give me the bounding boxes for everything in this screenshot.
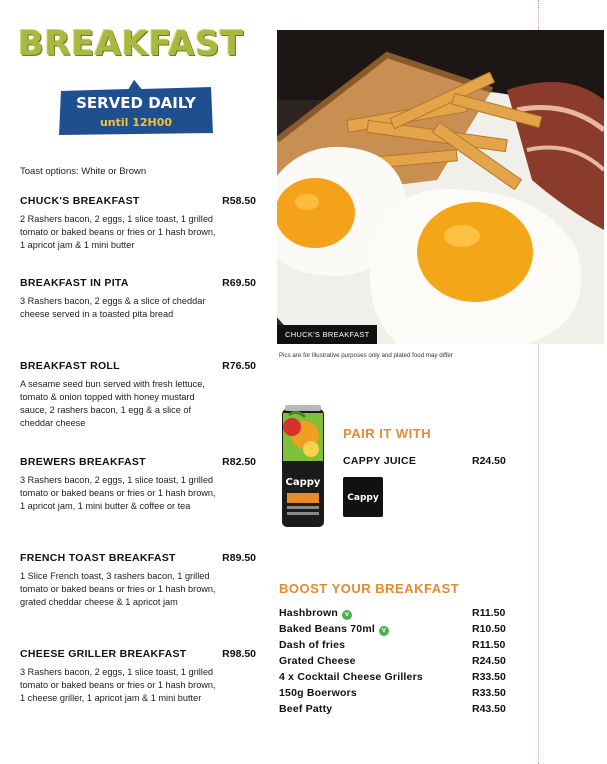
addon-name: 4 x Cocktail Cheese Grillers <box>279 671 423 683</box>
breakfast-photo <box>277 30 604 344</box>
menu-item-price: R82.50 <box>222 456 256 468</box>
menu-item <box>20 552 256 609</box>
addon-price: R43.50 <box>472 703 506 715</box>
addon-name <box>279 607 352 620</box>
addon-name <box>279 623 389 636</box>
boost-section-title: BOOST YOUR BREAKFAST <box>279 581 460 596</box>
page-title: BREAKFAST <box>18 24 244 64</box>
served-until-label: until 12H00 <box>99 116 173 129</box>
menu-item-description: 3 Rashers bacon, 2 eggs & a slice of cheddar cheese served in a toasted pita bread <box>20 296 206 319</box>
menu-item-name: CHEESE GRILLER BREAKFAST <box>20 648 187 660</box>
vegetarian-icon: v <box>342 610 352 620</box>
menu-item-description: 1 Slice French toast, 3 rashers bacon, 1 grilled tomato or baked beans or fries or 1 hash brown, grated cheddar cheese & 1 apricot jam <box>20 571 216 607</box>
addon-row <box>279 703 513 717</box>
menu-item <box>20 360 256 430</box>
addon-price: R24.50 <box>472 655 506 667</box>
menu-item-price: R58.50 <box>222 195 256 207</box>
juice-price: R24.50 <box>472 455 506 467</box>
menu-item <box>20 456 256 513</box>
addon-label: Baked Beans 70ml <box>279 623 375 635</box>
photo-disclaimer: Pics are for illustrative purposes only and plated food may differ <box>279 352 453 359</box>
served-daily-label: SERVED DAILY <box>76 94 196 112</box>
menu-item <box>20 277 256 321</box>
photo-caption: CHUCK'S BREAKFAST <box>277 325 377 344</box>
cappy-logo-text: Cappy <box>347 493 379 503</box>
addon-price: R11.50 <box>472 639 506 651</box>
addon-name: Dash of fries <box>279 639 346 651</box>
menu-item-description: 2 Rashers bacon, 2 eggs, 1 slice toast, 1 grilled tomato or baked beans or fries or 1 hash brown, 1 apricot jam & 1 mini butter <box>20 214 216 250</box>
toast-options-note: Toast options: White or Brown <box>20 166 147 177</box>
addon-price: R11.50 <box>472 607 506 619</box>
menu-item-description: 3 Rashers bacon, 2 eggs, 1 slice toast, 1 grilled tomato or baked beans or fries or 1 hash brown, 1 apricot jam, 1 mini butter & coffee or tea <box>20 475 216 511</box>
addon-row <box>279 623 513 637</box>
menu-item-price: R89.50 <box>222 552 256 564</box>
addon-row <box>279 671 513 685</box>
can-brand-text: Cappy <box>285 477 321 488</box>
menu-item <box>20 648 256 705</box>
menu-item-name: CHUCK'S BREAKFAST <box>20 195 140 207</box>
menu-item-name: BREWERS BREAKFAST <box>20 456 146 468</box>
addon-row <box>279 607 513 621</box>
addon-price: R10.50 <box>472 623 506 635</box>
menu-item-price: R76.50 <box>222 360 256 372</box>
addon-name: 150g Boerwors <box>279 687 357 699</box>
menu-item-name: FRENCH TOAST BREAKFAST <box>20 552 176 564</box>
cappy-logo <box>343 477 383 517</box>
menu-item-name: BREAKFAST IN PITA <box>20 277 129 289</box>
menu-item-description: 3 Rashers bacon, 2 eggs, 1 slice toast, 1 grilled tomato or baked beans or fries or 1 hash brown, 1 cheese griller, 1 apricot jam & 1 mini butter <box>20 667 216 703</box>
menu-item-description: A sesame seed bun served with fresh lettuce, tomato & onion topped with honey mustard sauce, 2 rashers bacon, 1 egg & a slice of cheddar cheese <box>20 379 205 428</box>
served-daily-badge <box>56 76 216 138</box>
menu-item-price: R98.50 <box>222 648 256 660</box>
juice-name: CAPPY JUICE <box>343 455 417 467</box>
addon-price: R33.50 <box>472 671 506 683</box>
addon-row <box>279 687 513 701</box>
menu-item-price: R69.50 <box>222 277 256 289</box>
breakfast-illustration <box>277 30 604 344</box>
addon-row <box>279 639 513 653</box>
menu-item <box>20 195 256 252</box>
addon-row <box>279 655 513 669</box>
addon-label: Hashbrown <box>279 607 338 619</box>
menu-item-name: BREAKFAST ROLL <box>20 360 120 372</box>
addon-name: Grated Cheese <box>279 655 356 667</box>
addon-name: Beef Patty <box>279 703 333 715</box>
vegetarian-icon: v <box>379 626 389 636</box>
pair-section-title: PAIR IT WITH <box>343 426 432 441</box>
cappy-can-image <box>279 405 327 530</box>
cappy-can-illustration <box>279 405 327 530</box>
addon-price: R33.50 <box>472 687 506 699</box>
